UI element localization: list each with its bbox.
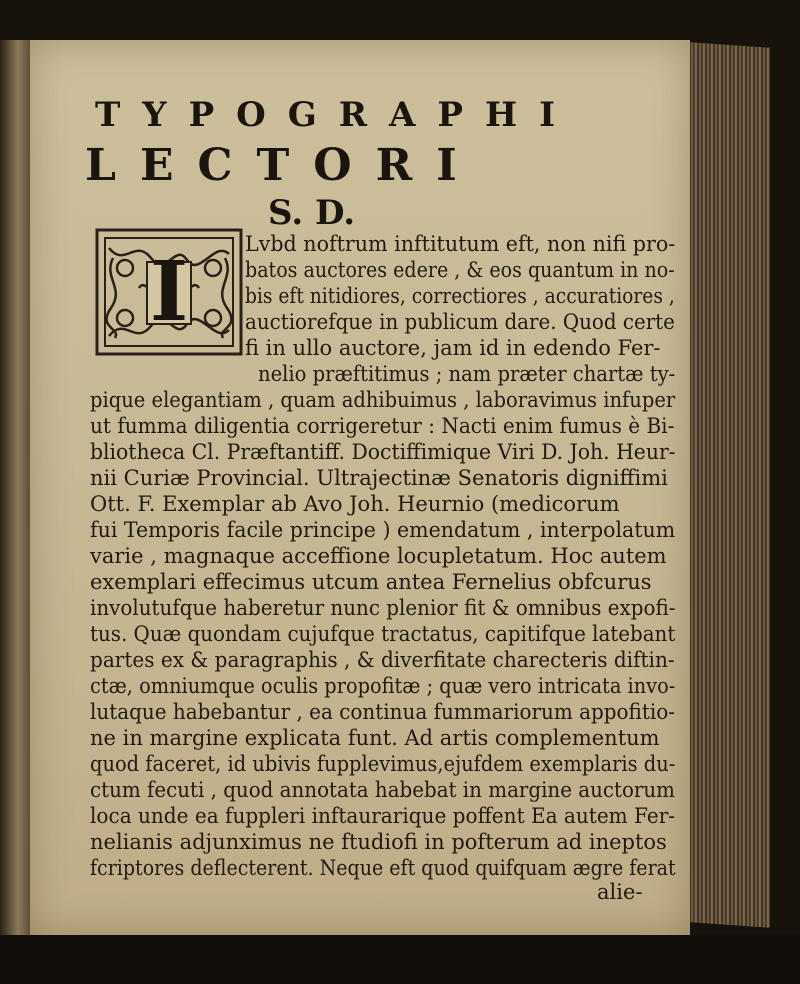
text-line: quod faceret, id ubivis fupplevimus,ejufdem exemplaris du-	[90, 752, 676, 776]
text-line: bliotheca Cl. Præftantiff. Doctiffimique Viri D. Joh. Heur-	[90, 440, 676, 464]
text-line: ctum fecuti , quod annotata habebat in margine auctorum	[90, 778, 676, 802]
heading-salutation: S. D.	[268, 193, 356, 233]
text-line: batos auctores edere , & eos quantum in no-	[245, 258, 675, 282]
text-line: fcriptores deflecterent. Neque eft quod quifquam ægre ferat	[90, 856, 676, 880]
text-line: ut fumma diligentia corrigeretur : Nacti enim fumus è Bi-	[90, 414, 675, 438]
catchword: alie-	[597, 880, 643, 904]
text-line: ne in margine explicata funt. Ad artis complementum	[90, 726, 660, 750]
text-line: Lvbd noftrum inftitutum eft, non nifi pro-	[245, 232, 676, 256]
text-line: nii Curiæ Provincial. Ultrajectinæ Senatoris digniffimi	[90, 466, 668, 490]
text-line: fui Temporis facile principe ) emendatum , interpolatum	[90, 518, 676, 542]
facing-page-edge	[0, 40, 30, 940]
text-line: ctæ, omniumque oculis propofitæ ; quæ vero intricata invo-	[90, 674, 676, 698]
heading-lectori: LECTORI	[85, 140, 481, 191]
text-line: partes ex & paragraphis , & diverfitate charecteris diftin-	[90, 648, 675, 672]
heading-typographi: TYPOGRAPHI	[95, 95, 578, 135]
ornamental-initial	[95, 228, 243, 356]
page-stack-edge	[690, 42, 770, 928]
text-line: pique elegantiam , quam adhibuimus , laboravimus infuper	[90, 388, 676, 412]
text-line: involutufque haberetur nunc plenior fit & omnibus expofi-	[90, 596, 676, 620]
text-line: nelio præftitimus ; nam præter chartæ ty-	[258, 362, 676, 386]
text-line: auctiorefque in publicum dare. Quod certe	[245, 310, 675, 334]
text-line: exemplari effecimus utcum antea Fernelius obfcurus	[90, 570, 652, 594]
drop-cap-letter: I	[149, 244, 189, 340]
text-line: bis eft nitidiores, correctiores , accuratiores ,	[245, 284, 675, 308]
text-line: fi in ullo auctore, jam id in edendo Fer-	[245, 336, 661, 360]
text-line: Ott. F. Exemplar ab Avo Joh. Heurnio (medicorum	[90, 492, 620, 516]
text-line: nelianis adjunximus ne ftudiofi in pofterum ad ineptos	[90, 830, 667, 854]
text-line: varie , magnaque acceffione locupletatum. Hoc autem	[90, 544, 667, 568]
table-surface	[0, 935, 800, 984]
text-line: lutaque habebantur , ea continua fummariorum appofitio-	[90, 700, 676, 724]
text-line: loca unde ea fuppleri inftaurarique poffent Ea autem Fer-	[90, 804, 676, 828]
text-line: tus. Quæ quondam cujufque tractatus, capitifque latebant	[90, 622, 676, 646]
